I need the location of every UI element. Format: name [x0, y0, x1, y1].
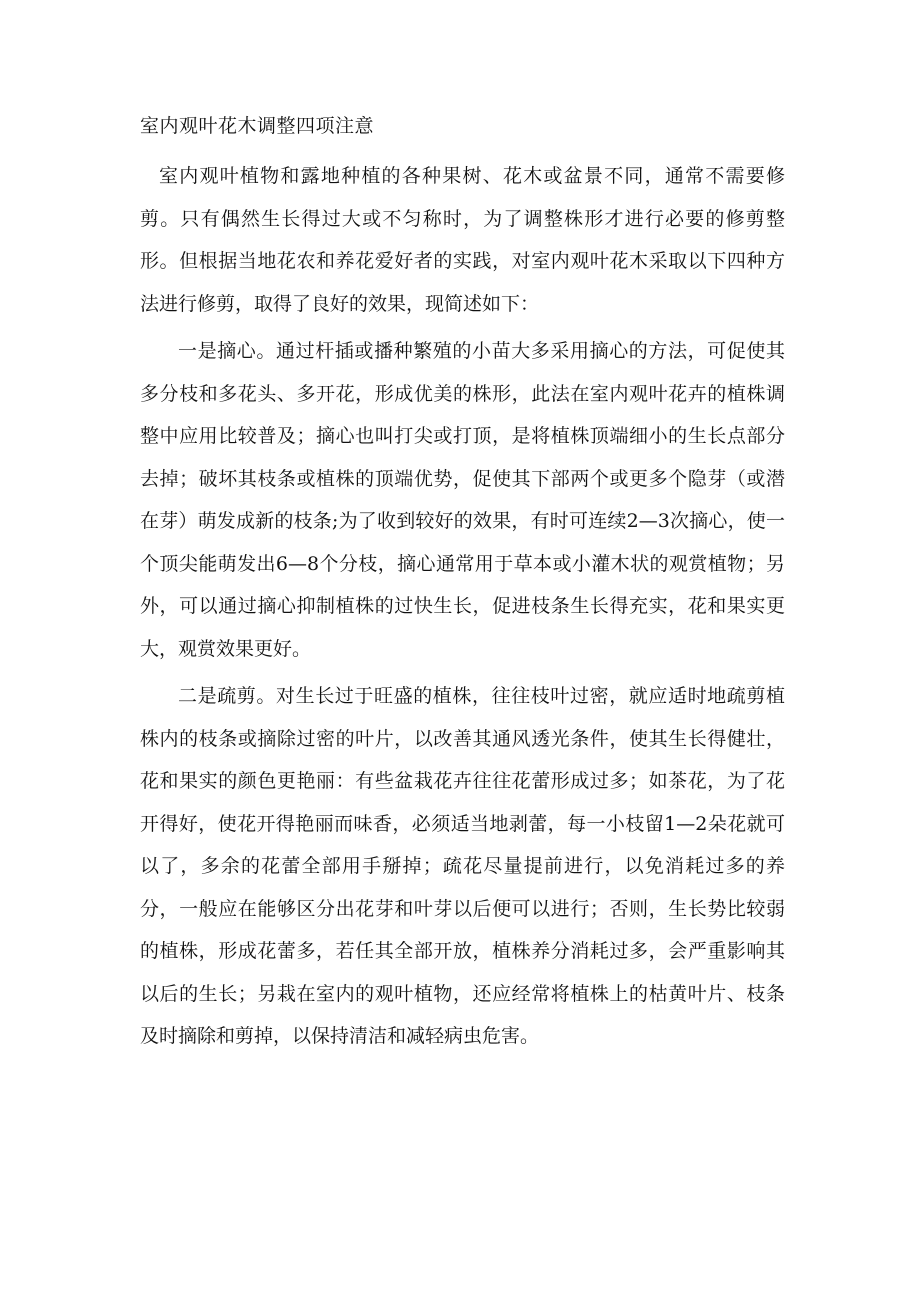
intro-paragraph: 室内观叶植物和露地种植的各种果树、花木或盆景不同，通常不需要修剪。只有偶然生长得过大或不匀称时，为了调整株形才进行必要的修剪整形。但根据当地花农和养花爱好者的实践，对室内观叶花木采取以下四种方法进行修剪，取得了良好的效果，现简述如下： — [140, 165, 785, 315]
pinching-paragraph: 一是摘心。通过杆插或播种繁殖的小苗大多采用摘心的方法，可促使其多分枝和多花头、多开花，形成优美的株形，此法在室内观叶花卉的植株调整中应用比较普及；摘心也叫打尖或打顶，是将植株顶端细小的生长点部分去掉；破坏其枝条或植株的顶端优势，促使其下部两个或更多个隐芽（或潜在芽）萌发成新的枝条;为了收到较好的效果，有时可连续2—3次摘心，使一个顶尖能萌发出6—8个分枝，摘心通常用于草本或小灌木状的观赏植物；另外，可以通过摘心抑制植株的过快生长，促进枝条生长得充实，花和果实更大，观赏效果更好。 — [140, 340, 785, 660]
document-body — [140, 113, 785, 1058]
thinning-paragraph: 二是疏剪。对生长过于旺盛的植株，往往枝叶过密，就应适时地疏剪植株内的枝条或摘除过密的叶片，以改善其通风透光条件，使其生长得健壮，花和果实的颜色更艳丽：有些盆栽花卉往往花蕾形成过多；如茶花，为了花开得好，使花开得艳丽而味香，必须适当地剥蕾，每一小枝留1—2朵花就可以了，多余的花蕾全部用手掰掉；疏花尽量提前进行，以免消耗过多的养分，一般应在能够区分出花芽和叶芽以后便可以进行；否则，生长势比较弱的植株，形成花蕾多，若任其全部开放，植株养分消耗过多，会严重影响其以后的生长；另栽在室内的观叶植物，还应经常将植株上的枯黄叶片、枝条及时摘除和剪掉，以保持清洁和减轻病虫危害。 — [140, 685, 785, 1047]
document-title: 室内观叶花木调整四项注意 — [140, 115, 375, 137]
